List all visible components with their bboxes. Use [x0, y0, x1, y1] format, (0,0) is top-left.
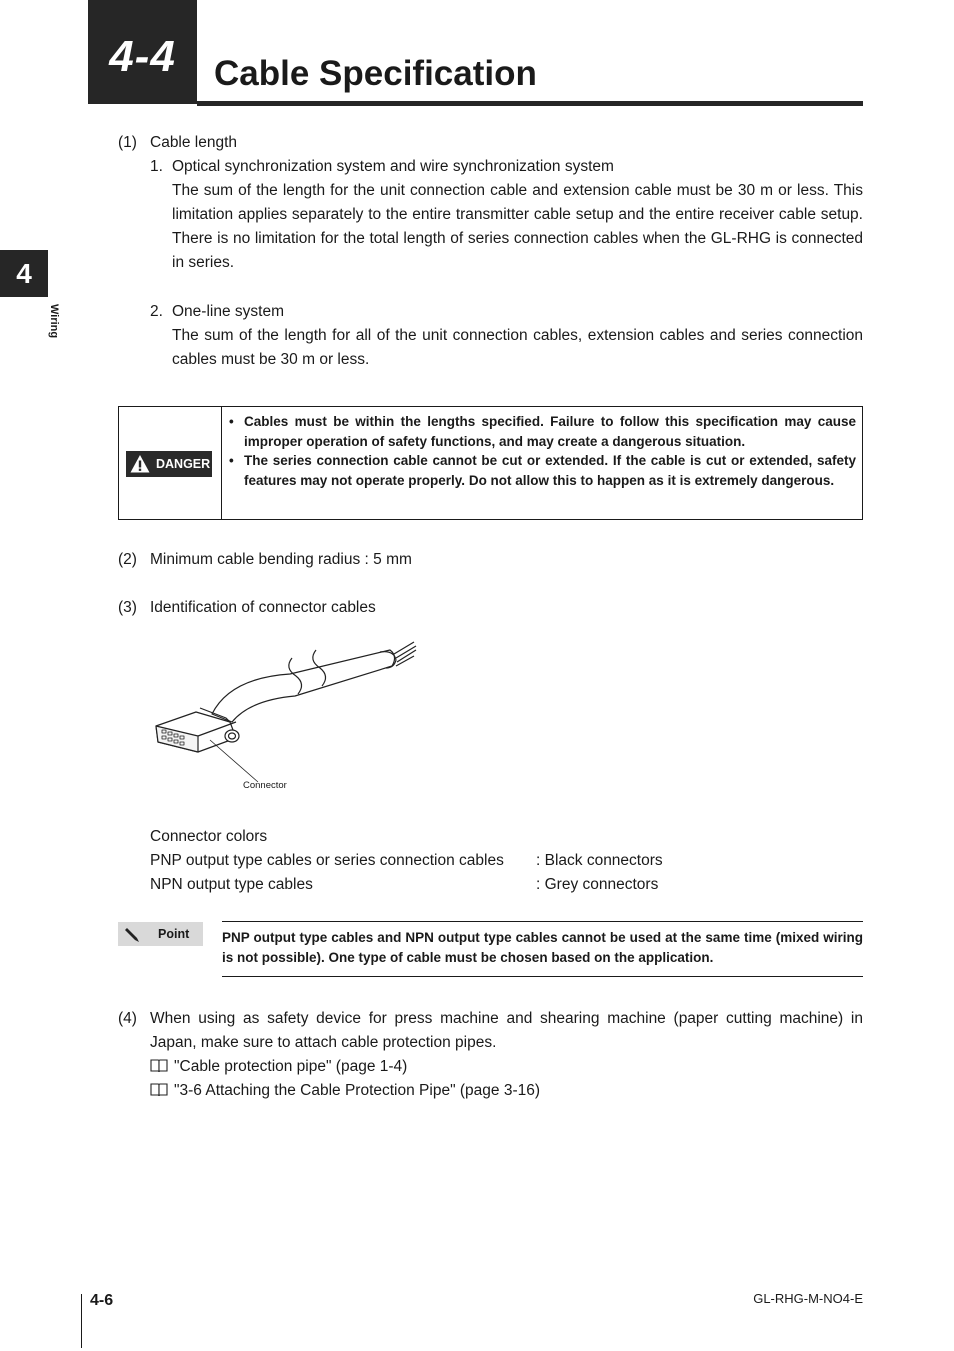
page-title: Cable Specification [214, 54, 537, 93]
book-icon [150, 1058, 168, 1073]
item1-sub2-number: 2. [150, 303, 163, 320]
connector-cable-illustration [140, 630, 430, 805]
item3-number: (3) [118, 599, 137, 616]
reference-text: "3-6 Attaching the Cable Protection Pipe" (page 3-16) [174, 1082, 541, 1099]
danger-bullet-text: The series connection cable cannot be cut or extended. If the cable is cut or extended, safety features may not operate properly. Do not allow this to happen as it is extremely dangerous. [244, 453, 856, 488]
bullet-icon: • [229, 453, 234, 468]
section-number: 4-4 [109, 32, 176, 81]
point-label: Point [158, 927, 190, 941]
bullet-icon: • [229, 414, 234, 429]
reference-link[interactable] [150, 1055, 407, 1079]
connector-row-color: : Black connectors [536, 852, 663, 869]
reference-link[interactable] [150, 1079, 540, 1103]
item2-label: Minimum cable bending radius : 5 mm [150, 551, 412, 568]
point-rule-bottom [222, 976, 863, 977]
chapter-number: 4 [16, 257, 32, 289]
item1-sub1-body: The sum of the length for the unit connection cable and extension cable must be 30 m or less. This limitation applies separately to the entire transmitter cable setup and the entire receiver cable setup. There is no limitation for the total length of series connection cables when the GL-RHG is connected in series. [172, 182, 863, 271]
danger-badge [126, 451, 212, 477]
connector-row-type: NPN output type cables [150, 876, 313, 893]
item4-body: When using as safety device for press machine and shearing machine (paper cutting machine) in Japan, make sure to attach cable protection pipes. [150, 1010, 863, 1051]
danger-label: DANGER [156, 457, 211, 471]
book-icon [150, 1082, 168, 1097]
section-number-block [88, 0, 197, 104]
connector-row-color: : Grey connectors [536, 876, 659, 893]
danger-bullet-text: Cables must be within the lengths specified. Failure to follow this specification may cause improper operation of safety functions, and may create a dangerous situation. [244, 414, 856, 449]
pencil-icon [124, 925, 142, 943]
page-number: 4-6 [90, 1292, 114, 1309]
document-code: GL-RHG-M-NO4-E [753, 1291, 863, 1306]
danger-bullet [229, 451, 856, 490]
item2-number: (2) [118, 551, 137, 568]
item1-sub1-label: Optical synchronization system and wire synchronization system [172, 158, 614, 175]
item3-label: Identification of connector cables [150, 599, 376, 616]
danger-divider [221, 406, 222, 520]
item1-sub1-number: 1. [150, 158, 163, 175]
point-rule-top [222, 921, 863, 922]
item1-number: (1) [118, 134, 137, 151]
connector-row-type: PNP output type cables or series connection cables [150, 852, 504, 869]
chapter-tab [0, 250, 48, 297]
danger-text [229, 412, 856, 490]
item1-label: Cable length [150, 134, 238, 151]
connector-callout: Connector [243, 780, 287, 791]
warning-icon [130, 454, 150, 474]
connector-colors-heading: Connector colors [150, 828, 268, 845]
reference-text: "Cable protection pipe" (page 1-4) [174, 1058, 408, 1075]
point-text: PNP output type cables and NPN output type cables cannot be used at the same time (mixed wiring is not possible). One type of cable must be chosen based on the application. [222, 930, 863, 965]
item1-sub2-label: One-line system [172, 303, 284, 320]
danger-bullet [229, 412, 856, 451]
footer-rule [81, 1294, 82, 1348]
point-badge [118, 922, 203, 946]
chapter-label: Wiring [48, 304, 60, 339]
title-rule [197, 101, 863, 106]
item4-number: (4) [118, 1010, 137, 1027]
item1-sub2-body: The sum of the length for all of the unit connection cables, extension cables and series connection cables must be 30 m or less. [172, 327, 863, 368]
